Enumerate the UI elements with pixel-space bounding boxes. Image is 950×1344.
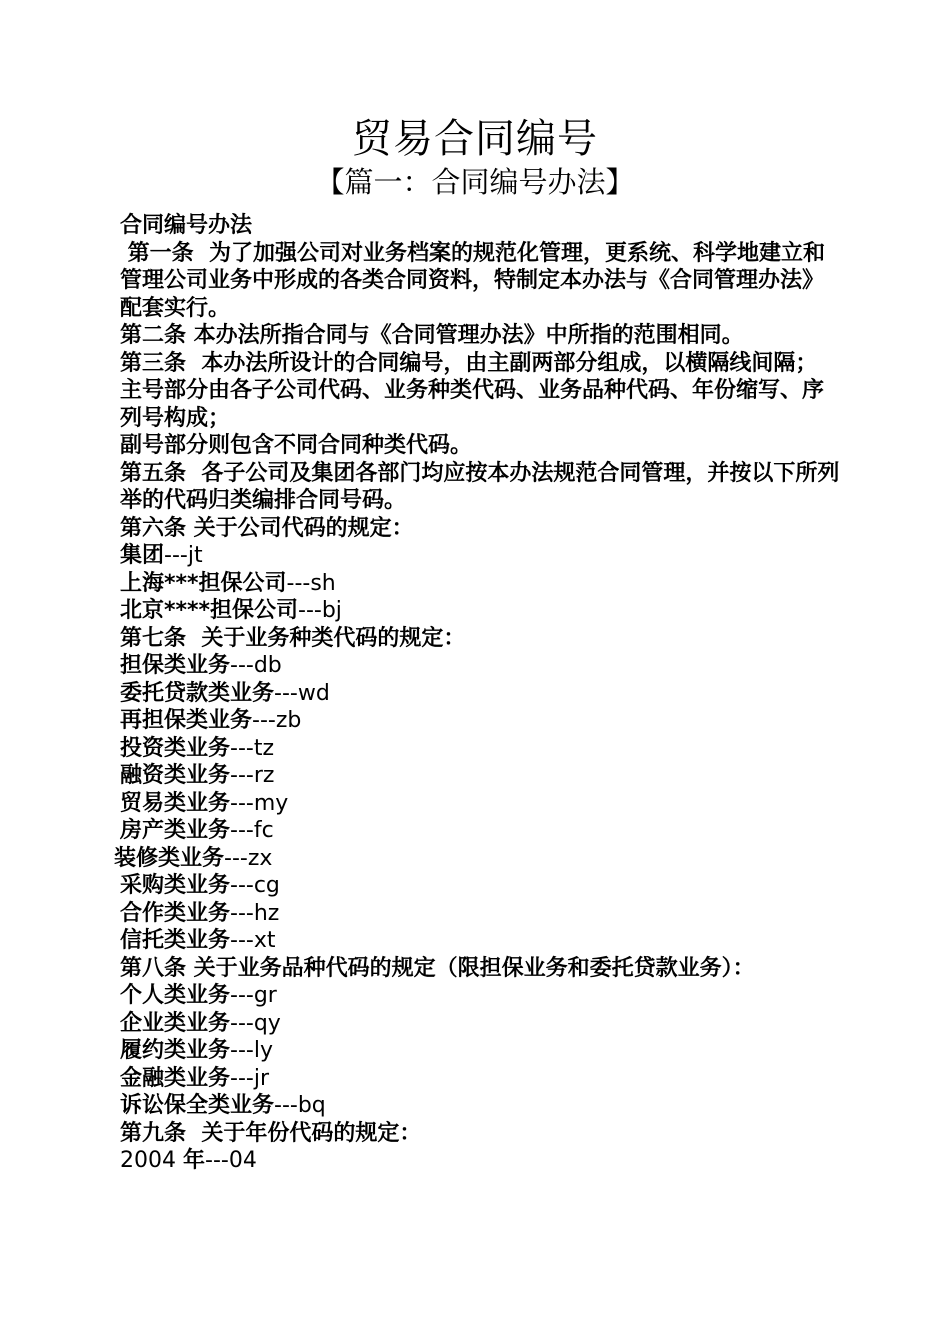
document-line — [114, 240, 844, 323]
line-code: ---04 — [205, 1148, 257, 1173]
document-line — [114, 735, 844, 763]
line-bold-text: 年 — [182, 1148, 205, 1173]
line-bold-text: 履约类业务 — [120, 1038, 231, 1063]
document-subtitle: 【篇一：合同编号办法】 — [315, 165, 635, 199]
document-line — [114, 900, 844, 928]
document-title: 贸易合同编号 — [352, 116, 598, 162]
line-bold-text: 担保类业务 — [120, 653, 231, 678]
line-code: ---fc — [230, 818, 274, 843]
line-bold-text: 第六条 关于公司代码的规定： — [120, 515, 414, 541]
line-bold-text: 主号部分由各子公司代码、业务种类代码、业务品种代码、年份缩写、序列号构成； — [120, 378, 825, 431]
line-code: ---cg — [230, 873, 280, 898]
line-code: ---qy — [230, 1010, 281, 1036]
line-code: ---xt — [230, 928, 276, 953]
line-code: ---zb — [252, 708, 302, 733]
line-bold-text: 采购类业务 — [120, 873, 231, 898]
document-line — [114, 927, 844, 955]
document-line — [114, 377, 844, 432]
document-line — [114, 460, 844, 515]
line-bold-text: 房产类业务 — [120, 818, 231, 843]
document-line — [114, 845, 844, 873]
document-line — [114, 570, 844, 598]
document-line — [114, 597, 844, 625]
line-bold-text: 信托类业务 — [120, 928, 231, 953]
line-bold-text: 企业类业务 — [120, 1010, 231, 1036]
document-line — [114, 1065, 844, 1093]
document-line — [114, 350, 844, 378]
line-bold-text: 集团 — [120, 543, 165, 568]
line-bold-text: 北京****担保公司 — [120, 598, 299, 623]
document-line — [114, 625, 844, 653]
document-line — [114, 1037, 844, 1065]
line-bold-text: 装修类业务 — [114, 845, 225, 871]
line-bold-text: 合作类业务 — [120, 900, 231, 926]
line-bold-text: 第三条 本办法所设计的合同编号，由主副两部分组成，以横隔线间隔； — [120, 350, 818, 376]
document-line — [114, 707, 844, 735]
line-code: ---my — [230, 790, 289, 816]
document-line — [114, 1092, 844, 1120]
line-code: ---tz — [230, 735, 275, 761]
line-bold-text: 个人类业务 — [120, 983, 231, 1008]
line-bold-text: 第七条 关于业务种类代码的规定： — [120, 625, 466, 651]
line-bold-text: 第二条 本办法所指合同与《合同管理办法》中所指的范围相同。 — [120, 323, 744, 348]
line-code: ---jr — [230, 1065, 269, 1091]
document-line — [114, 1120, 844, 1148]
line-bold-text: 合同编号办法 — [120, 213, 253, 238]
document-line — [114, 762, 844, 790]
line-bold-text: 第九条 关于年份代码的规定： — [120, 1120, 422, 1146]
document-line — [114, 817, 844, 845]
line-bold-text: 委托贷款类业务 — [120, 680, 275, 706]
line-code: ---sh — [286, 570, 336, 596]
line-bold-text: 再担保类业务 — [120, 708, 253, 733]
line-bold-text: 上海***担保公司 — [120, 570, 287, 596]
document-line — [114, 1147, 844, 1175]
document-line — [114, 432, 844, 460]
document-line — [114, 872, 844, 900]
line-code: ---bj — [298, 598, 342, 623]
document-line — [114, 652, 844, 680]
document-line — [114, 1010, 844, 1038]
line-prefix: 2004 — [120, 1148, 183, 1173]
line-bold-text: 副号部分则包含不同合同种类代码。 — [120, 433, 473, 458]
document-line — [114, 790, 844, 818]
line-bold-text: 第八条 关于业务品种代码的规定（限担保业务和委托贷款业务）： — [120, 955, 755, 981]
line-code: ---gr — [230, 983, 277, 1008]
line-bold-text: 第五条 各子公司及集团各部门均应按本办法规范合同管理，并按以下所列举的代码归类编排合同号码。 — [120, 460, 840, 513]
line-code: ---rz — [230, 763, 275, 788]
line-bold-text: 诉讼保全类业务 — [120, 1093, 275, 1118]
line-code: ---db — [230, 653, 282, 678]
line-code: ---bq — [274, 1093, 326, 1118]
line-bold-text: 第一条 为了加强公司对业务档案的规范化管理，更系统、科学地建立和管理公司业务中形成的各类合同资料，特制定本办法与《合同管理办法》配套实行。 — [120, 240, 825, 321]
line-code: ---hz — [230, 900, 280, 926]
document-line — [114, 515, 844, 543]
line-code: ---ly — [230, 1038, 273, 1063]
line-bold-text: 投资类业务 — [120, 735, 231, 761]
line-bold-text: 融资类业务 — [120, 763, 231, 788]
document-line — [114, 955, 844, 983]
document-line — [114, 322, 844, 350]
line-code: ---zx — [224, 845, 273, 871]
line-code: ---jt — [164, 543, 203, 568]
document-line — [114, 212, 844, 240]
document-body — [114, 212, 844, 1175]
line-bold-text: 金融类业务 — [120, 1065, 231, 1091]
document-line — [114, 542, 844, 570]
line-code: ---wd — [274, 680, 330, 706]
line-bold-text: 贸易类业务 — [120, 790, 231, 816]
document-line — [114, 982, 844, 1010]
document-line — [114, 680, 844, 708]
